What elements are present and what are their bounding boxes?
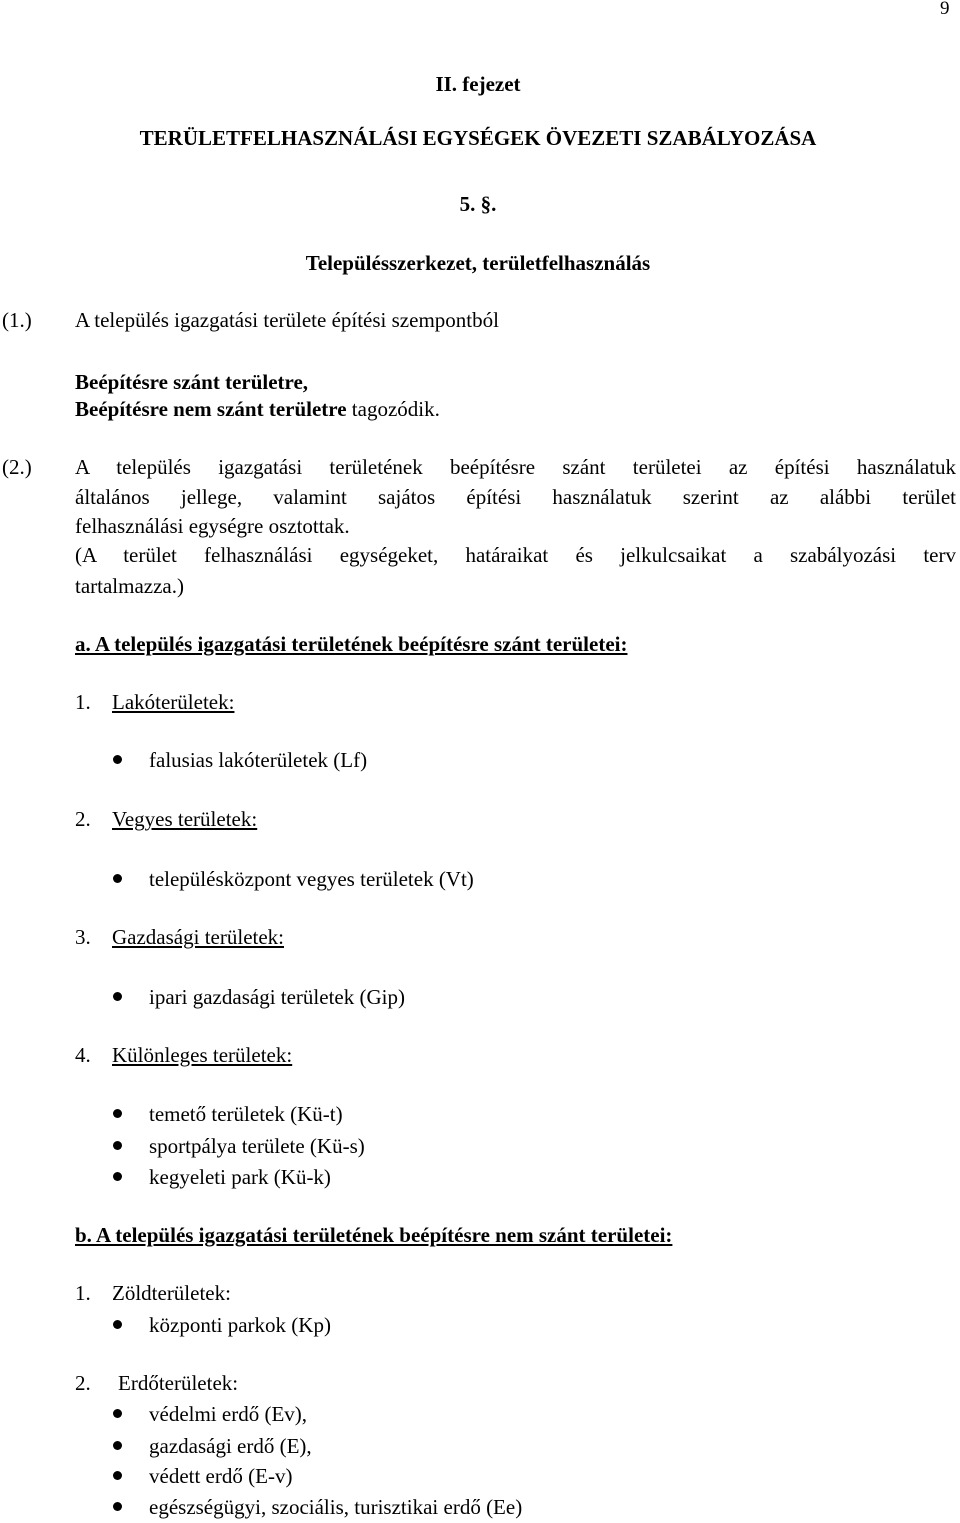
list-item: védelmi erdő (Ev), bbox=[149, 1402, 308, 1426]
paragraph-1-number: (1.) bbox=[2, 308, 32, 332]
bullet-icon bbox=[113, 1502, 122, 1511]
list-item: sportpálya területe (Kü-s) bbox=[149, 1134, 365, 1158]
bullet-icon bbox=[113, 1320, 122, 1329]
paragraph-2-line: tartalmazza.) bbox=[75, 574, 184, 598]
group-number: 1. bbox=[75, 690, 91, 714]
paragraph-1-line-2 bbox=[75, 397, 440, 422]
list-item: gazdasági erdő (E), bbox=[149, 1434, 312, 1458]
bullet-icon bbox=[113, 1471, 122, 1480]
bullet-icon bbox=[113, 1409, 122, 1418]
group-number: 3. bbox=[75, 925, 91, 949]
section-number: 5. §. bbox=[459, 192, 497, 216]
bullet-icon bbox=[113, 1441, 122, 1450]
list-item: védett erdő (E-v) bbox=[149, 1464, 293, 1488]
paragraph-1-line-2-bold: Beépítésre nem szánt területre bbox=[75, 397, 347, 421]
group-label-kulonleges-teruletek: Különleges területek: bbox=[112, 1043, 293, 1067]
paragraph-1-text: A település igazgatási területe építési szempontból bbox=[75, 308, 499, 332]
group-number: 2. bbox=[75, 807, 91, 831]
list-item: falusias lakóterületek (Lf) bbox=[149, 748, 368, 772]
list-item: ipari gazdasági területek (Gip) bbox=[149, 985, 405, 1009]
section-title: Településszerkezet, területfelhasználás bbox=[305, 251, 651, 275]
bullet-icon bbox=[113, 992, 122, 1001]
group-label-lakoteruletek: Lakóterületek: bbox=[112, 690, 235, 714]
page-number: 9 bbox=[940, 0, 950, 19]
list-item: településközpont vegyes területek (Vt) bbox=[149, 867, 474, 891]
list-item: központi parkok (Kp) bbox=[149, 1313, 331, 1337]
group-label-erdoteruletek: Erdőterületek: bbox=[118, 1371, 239, 1395]
section-a-heading: a. A település igazgatási területének beépítésre szánt területei: bbox=[75, 632, 628, 656]
paragraph-1-line-1: Beépítésre szánt területre, bbox=[75, 370, 309, 394]
bullet-icon bbox=[113, 1109, 122, 1118]
bullet-icon bbox=[113, 1141, 122, 1150]
paragraph-2-line: A település igazgatási területének beépítésre szánt területei az építési használatuk bbox=[75, 455, 956, 479]
section-b-heading: b. A település igazgatási területének beépítésre nem szánt területei: bbox=[75, 1223, 673, 1247]
paragraph-2-number: (2.) bbox=[2, 455, 32, 479]
chapter-title: TERÜLETFELHASZNÁLÁSI EGYSÉGEK ÖVEZETI SZABÁLYOZÁSA bbox=[139, 126, 817, 150]
bullet-icon bbox=[113, 874, 122, 883]
bullet-icon bbox=[113, 755, 122, 764]
paragraph-2-line: (A terület felhasználási egységeket, határaikat és jelkulcsaikat a szabályozási terv bbox=[75, 543, 956, 567]
group-label-zoldteruletek: Zöldterületek: bbox=[112, 1281, 231, 1305]
group-number: 1. bbox=[75, 1281, 91, 1305]
list-item: kegyeleti park (Kü-k) bbox=[149, 1165, 331, 1189]
paragraph-2-line: felhasználási egységre osztottak. bbox=[75, 514, 350, 538]
group-label-gazdasagi-teruletek: Gazdasági területek: bbox=[112, 925, 284, 949]
list-item: temető területek (Kü-t) bbox=[149, 1102, 343, 1126]
paragraph-1-line-2-rest: tagozódik. bbox=[346, 397, 440, 421]
group-number: 2. bbox=[75, 1371, 91, 1395]
bullet-icon bbox=[113, 1172, 122, 1181]
list-item: egészségügyi, szociális, turisztikai erdő (Ee) bbox=[149, 1495, 523, 1519]
chapter-heading: II. fejezet bbox=[435, 72, 521, 96]
group-label-vegyes-teruletek: Vegyes területek: bbox=[112, 807, 258, 831]
paragraph-2-line: általános jellege, valamint sajátos építési használatuk szerint az alábbi terület bbox=[75, 485, 956, 509]
group-number: 4. bbox=[75, 1043, 91, 1067]
